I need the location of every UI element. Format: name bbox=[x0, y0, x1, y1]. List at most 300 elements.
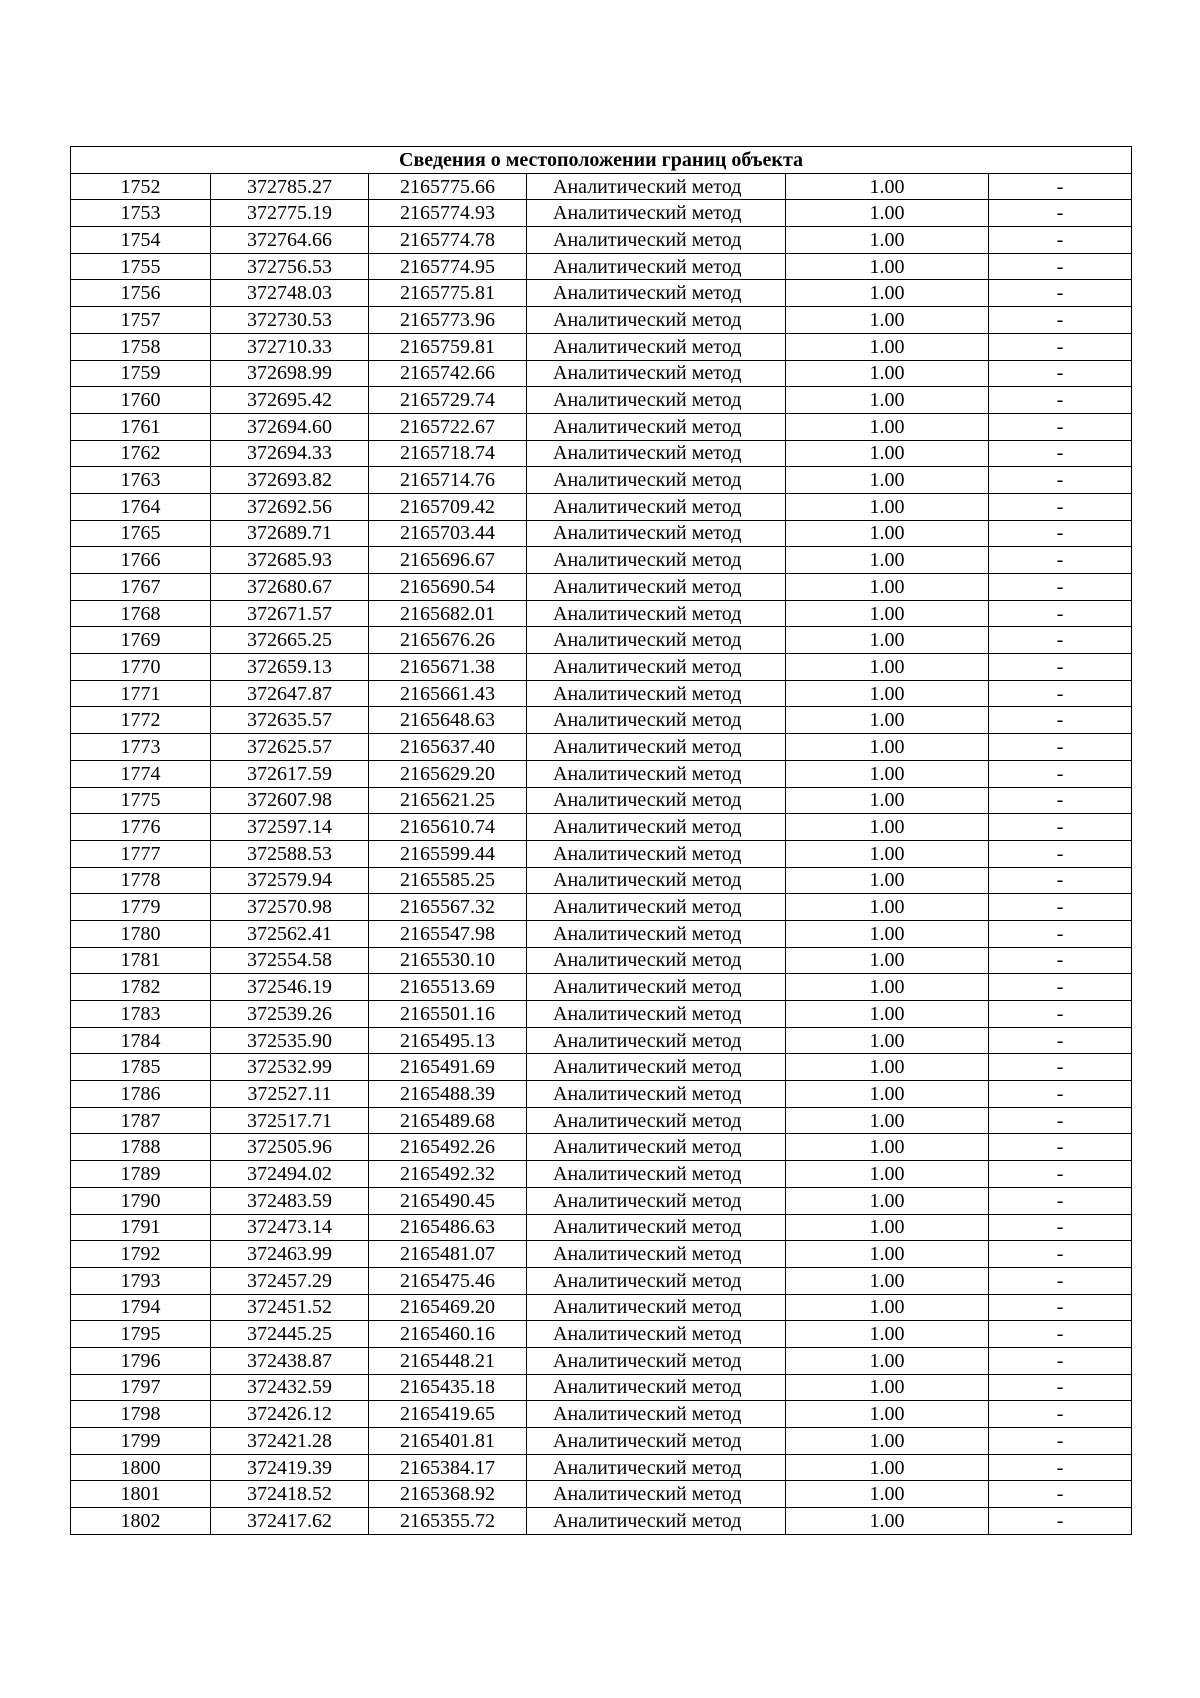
table-row bbox=[71, 707, 1132, 734]
table-row bbox=[71, 654, 1132, 681]
x-coordinate-cell: 372748.03 bbox=[211, 280, 369, 307]
point-number-cell: 1796 bbox=[71, 1347, 211, 1374]
y-coordinate-cell: 2165547.98 bbox=[369, 920, 527, 947]
point-number-cell: 1793 bbox=[71, 1267, 211, 1294]
method-cell: Аналитический метод bbox=[527, 1374, 786, 1401]
x-coordinate-cell: 372546.19 bbox=[211, 974, 369, 1001]
x-coordinate-cell: 372421.28 bbox=[211, 1428, 369, 1455]
description-cell: - bbox=[989, 1107, 1132, 1134]
accuracy-cell: 1.00 bbox=[786, 333, 989, 360]
x-coordinate-cell: 372535.90 bbox=[211, 1027, 369, 1054]
y-coordinate-cell: 2165460.16 bbox=[369, 1321, 527, 1348]
description-cell: - bbox=[989, 520, 1132, 547]
point-number-cell: 1791 bbox=[71, 1214, 211, 1241]
description-cell: - bbox=[989, 1214, 1132, 1241]
table-row bbox=[71, 1214, 1132, 1241]
table-row bbox=[71, 814, 1132, 841]
accuracy-cell: 1.00 bbox=[786, 547, 989, 574]
y-coordinate-cell: 2165530.10 bbox=[369, 947, 527, 974]
x-coordinate-cell: 372463.99 bbox=[211, 1241, 369, 1268]
table-row bbox=[71, 360, 1132, 387]
table-row bbox=[71, 547, 1132, 574]
x-coordinate-cell: 372451.52 bbox=[211, 1294, 369, 1321]
accuracy-cell: 1.00 bbox=[786, 467, 989, 494]
table-row bbox=[71, 333, 1132, 360]
accuracy-cell: 1.00 bbox=[786, 307, 989, 334]
accuracy-cell: 1.00 bbox=[786, 1454, 989, 1481]
point-number-cell: 1770 bbox=[71, 654, 211, 681]
table-row bbox=[71, 1267, 1132, 1294]
accuracy-cell: 1.00 bbox=[786, 360, 989, 387]
table-row bbox=[71, 760, 1132, 787]
point-number-cell: 1768 bbox=[71, 600, 211, 627]
table-row bbox=[71, 734, 1132, 761]
description-cell: - bbox=[989, 1481, 1132, 1508]
method-cell: Аналитический метод bbox=[527, 600, 786, 627]
point-number-cell: 1775 bbox=[71, 787, 211, 814]
x-coordinate-cell: 372579.94 bbox=[211, 867, 369, 894]
method-cell: Аналитический метод bbox=[527, 227, 786, 254]
point-number-cell: 1769 bbox=[71, 627, 211, 654]
description-cell: - bbox=[989, 360, 1132, 387]
accuracy-cell: 1.00 bbox=[786, 787, 989, 814]
accuracy-cell: 1.00 bbox=[786, 1001, 989, 1028]
method-cell: Аналитический метод bbox=[527, 1481, 786, 1508]
table-row bbox=[71, 520, 1132, 547]
accuracy-cell: 1.00 bbox=[786, 867, 989, 894]
method-cell: Аналитический метод bbox=[527, 467, 786, 494]
table-row bbox=[71, 680, 1132, 707]
point-number-cell: 1771 bbox=[71, 680, 211, 707]
method-cell: Аналитический метод bbox=[527, 840, 786, 867]
accuracy-cell: 1.00 bbox=[786, 574, 989, 601]
method-cell: Аналитический метод bbox=[527, 1081, 786, 1108]
x-coordinate-cell: 372693.82 bbox=[211, 467, 369, 494]
method-cell: Аналитический метод bbox=[527, 1187, 786, 1214]
method-cell: Аналитический метод bbox=[527, 974, 786, 1001]
description-cell: - bbox=[989, 1081, 1132, 1108]
description-cell: - bbox=[989, 654, 1132, 681]
point-number-cell: 1767 bbox=[71, 574, 211, 601]
method-cell: Аналитический метод bbox=[527, 947, 786, 974]
y-coordinate-cell: 2165475.46 bbox=[369, 1267, 527, 1294]
table-row bbox=[71, 787, 1132, 814]
x-coordinate-cell: 372457.29 bbox=[211, 1267, 369, 1294]
description-cell: - bbox=[989, 1374, 1132, 1401]
accuracy-cell: 1.00 bbox=[786, 1214, 989, 1241]
table-row bbox=[71, 600, 1132, 627]
y-coordinate-cell: 2165489.68 bbox=[369, 1107, 527, 1134]
point-number-cell: 1754 bbox=[71, 227, 211, 254]
method-cell: Аналитический метод bbox=[527, 894, 786, 921]
y-coordinate-cell: 2165682.01 bbox=[369, 600, 527, 627]
x-coordinate-cell: 372665.25 bbox=[211, 627, 369, 654]
x-coordinate-cell: 372532.99 bbox=[211, 1054, 369, 1081]
point-number-cell: 1776 bbox=[71, 814, 211, 841]
accuracy-cell: 1.00 bbox=[786, 1187, 989, 1214]
table-row bbox=[71, 413, 1132, 440]
x-coordinate-cell: 372505.96 bbox=[211, 1134, 369, 1161]
point-number-cell: 1772 bbox=[71, 707, 211, 734]
point-number-cell: 1752 bbox=[71, 173, 211, 200]
x-coordinate-cell: 372694.60 bbox=[211, 413, 369, 440]
accuracy-cell: 1.00 bbox=[786, 974, 989, 1001]
table-row bbox=[71, 574, 1132, 601]
method-cell: Аналитический метод bbox=[527, 280, 786, 307]
y-coordinate-cell: 2165481.07 bbox=[369, 1241, 527, 1268]
method-cell: Аналитический метод bbox=[527, 1294, 786, 1321]
accuracy-cell: 1.00 bbox=[786, 760, 989, 787]
y-coordinate-cell: 2165488.39 bbox=[369, 1081, 527, 1108]
method-cell: Аналитический метод bbox=[527, 1161, 786, 1188]
y-coordinate-cell: 2165773.96 bbox=[369, 307, 527, 334]
method-cell: Аналитический метод bbox=[527, 734, 786, 761]
accuracy-cell: 1.00 bbox=[786, 227, 989, 254]
table-row bbox=[71, 493, 1132, 520]
description-cell: - bbox=[989, 200, 1132, 227]
description-cell: - bbox=[989, 974, 1132, 1001]
description-cell: - bbox=[989, 307, 1132, 334]
x-coordinate-cell: 372418.52 bbox=[211, 1481, 369, 1508]
y-coordinate-cell: 2165368.92 bbox=[369, 1481, 527, 1508]
y-coordinate-cell: 2165629.20 bbox=[369, 760, 527, 787]
x-coordinate-cell: 372597.14 bbox=[211, 814, 369, 841]
x-coordinate-cell: 372692.56 bbox=[211, 493, 369, 520]
method-cell: Аналитический метод bbox=[527, 1267, 786, 1294]
method-cell: Аналитический метод bbox=[527, 1241, 786, 1268]
point-number-cell: 1794 bbox=[71, 1294, 211, 1321]
y-coordinate-cell: 2165401.81 bbox=[369, 1428, 527, 1455]
description-cell: - bbox=[989, 787, 1132, 814]
x-coordinate-cell: 372517.71 bbox=[211, 1107, 369, 1134]
table-body bbox=[71, 173, 1132, 1534]
point-number-cell: 1777 bbox=[71, 840, 211, 867]
description-cell: - bbox=[989, 413, 1132, 440]
accuracy-cell: 1.00 bbox=[786, 814, 989, 841]
accuracy-cell: 1.00 bbox=[786, 173, 989, 200]
table-row bbox=[71, 1401, 1132, 1428]
y-coordinate-cell: 2165435.18 bbox=[369, 1374, 527, 1401]
x-coordinate-cell: 372785.27 bbox=[211, 173, 369, 200]
description-cell: - bbox=[989, 1134, 1132, 1161]
table-row bbox=[71, 1294, 1132, 1321]
method-cell: Аналитический метод bbox=[527, 1454, 786, 1481]
y-coordinate-cell: 2165384.17 bbox=[369, 1454, 527, 1481]
table-row bbox=[71, 467, 1132, 494]
table-title-row bbox=[71, 147, 1132, 174]
description-cell: - bbox=[989, 1161, 1132, 1188]
y-coordinate-cell: 2165722.67 bbox=[369, 413, 527, 440]
accuracy-cell: 1.00 bbox=[786, 440, 989, 467]
method-cell: Аналитический метод bbox=[527, 307, 786, 334]
accuracy-cell: 1.00 bbox=[786, 493, 989, 520]
table-row bbox=[71, 627, 1132, 654]
x-coordinate-cell: 372417.62 bbox=[211, 1508, 369, 1535]
description-cell: - bbox=[989, 600, 1132, 627]
description-cell: - bbox=[989, 867, 1132, 894]
point-number-cell: 1779 bbox=[71, 894, 211, 921]
accuracy-cell: 1.00 bbox=[786, 920, 989, 947]
y-coordinate-cell: 2165637.40 bbox=[369, 734, 527, 761]
x-coordinate-cell: 372647.87 bbox=[211, 680, 369, 707]
description-cell: - bbox=[989, 1187, 1132, 1214]
table-row bbox=[71, 1081, 1132, 1108]
y-coordinate-cell: 2165567.32 bbox=[369, 894, 527, 921]
description-cell: - bbox=[989, 1321, 1132, 1348]
table-row bbox=[71, 440, 1132, 467]
method-cell: Аналитический метод bbox=[527, 574, 786, 601]
x-coordinate-cell: 372730.53 bbox=[211, 307, 369, 334]
point-number-cell: 1787 bbox=[71, 1107, 211, 1134]
y-coordinate-cell: 2165486.63 bbox=[369, 1214, 527, 1241]
accuracy-cell: 1.00 bbox=[786, 1401, 989, 1428]
accuracy-cell: 1.00 bbox=[786, 654, 989, 681]
x-coordinate-cell: 372588.53 bbox=[211, 840, 369, 867]
table-row bbox=[71, 1508, 1132, 1535]
method-cell: Аналитический метод bbox=[527, 1401, 786, 1428]
y-coordinate-cell: 2165718.74 bbox=[369, 440, 527, 467]
table-row bbox=[71, 1321, 1132, 1348]
method-cell: Аналитический метод bbox=[527, 1428, 786, 1455]
point-number-cell: 1798 bbox=[71, 1401, 211, 1428]
table-row bbox=[71, 253, 1132, 280]
table-row bbox=[71, 1374, 1132, 1401]
accuracy-cell: 1.00 bbox=[786, 1374, 989, 1401]
y-coordinate-cell: 2165759.81 bbox=[369, 333, 527, 360]
accuracy-cell: 1.00 bbox=[786, 1161, 989, 1188]
x-coordinate-cell: 372680.67 bbox=[211, 574, 369, 601]
table-row bbox=[71, 1187, 1132, 1214]
table-row bbox=[71, 307, 1132, 334]
accuracy-cell: 1.00 bbox=[786, 520, 989, 547]
table-title: Сведения о местоположении границ объекта bbox=[71, 147, 1132, 174]
point-number-cell: 1761 bbox=[71, 413, 211, 440]
description-cell: - bbox=[989, 920, 1132, 947]
description-cell: - bbox=[989, 1294, 1132, 1321]
accuracy-cell: 1.00 bbox=[786, 734, 989, 761]
x-coordinate-cell: 372671.57 bbox=[211, 600, 369, 627]
table-row bbox=[71, 1347, 1132, 1374]
point-number-cell: 1802 bbox=[71, 1508, 211, 1535]
accuracy-cell: 1.00 bbox=[786, 1107, 989, 1134]
method-cell: Аналитический метод bbox=[527, 333, 786, 360]
y-coordinate-cell: 2165495.13 bbox=[369, 1027, 527, 1054]
point-number-cell: 1766 bbox=[71, 547, 211, 574]
method-cell: Аналитический метод bbox=[527, 547, 786, 574]
point-number-cell: 1778 bbox=[71, 867, 211, 894]
x-coordinate-cell: 372625.57 bbox=[211, 734, 369, 761]
y-coordinate-cell: 2165492.32 bbox=[369, 1161, 527, 1188]
y-coordinate-cell: 2165696.67 bbox=[369, 547, 527, 574]
description-cell: - bbox=[989, 467, 1132, 494]
table-row bbox=[71, 1107, 1132, 1134]
x-coordinate-cell: 372694.33 bbox=[211, 440, 369, 467]
table-row bbox=[71, 1481, 1132, 1508]
description-cell: - bbox=[989, 814, 1132, 841]
description-cell: - bbox=[989, 760, 1132, 787]
accuracy-cell: 1.00 bbox=[786, 707, 989, 734]
description-cell: - bbox=[989, 440, 1132, 467]
x-coordinate-cell: 372473.14 bbox=[211, 1214, 369, 1241]
point-number-cell: 1762 bbox=[71, 440, 211, 467]
y-coordinate-cell: 2165419.65 bbox=[369, 1401, 527, 1428]
x-coordinate-cell: 372756.53 bbox=[211, 253, 369, 280]
y-coordinate-cell: 2165599.44 bbox=[369, 840, 527, 867]
description-cell: - bbox=[989, 333, 1132, 360]
description-cell: - bbox=[989, 493, 1132, 520]
point-number-cell: 1788 bbox=[71, 1134, 211, 1161]
accuracy-cell: 1.00 bbox=[786, 600, 989, 627]
y-coordinate-cell: 2165671.38 bbox=[369, 654, 527, 681]
method-cell: Аналитический метод bbox=[527, 760, 786, 787]
table-row bbox=[71, 974, 1132, 1001]
table-row bbox=[71, 894, 1132, 921]
description-cell: - bbox=[989, 1054, 1132, 1081]
y-coordinate-cell: 2165729.74 bbox=[369, 387, 527, 414]
accuracy-cell: 1.00 bbox=[786, 1428, 989, 1455]
description-cell: - bbox=[989, 1454, 1132, 1481]
y-coordinate-cell: 2165448.21 bbox=[369, 1347, 527, 1374]
y-coordinate-cell: 2165621.25 bbox=[369, 787, 527, 814]
table-row bbox=[71, 200, 1132, 227]
point-number-cell: 1800 bbox=[71, 1454, 211, 1481]
y-coordinate-cell: 2165491.69 bbox=[369, 1054, 527, 1081]
method-cell: Аналитический метод bbox=[527, 520, 786, 547]
table-row bbox=[71, 1001, 1132, 1028]
x-coordinate-cell: 372419.39 bbox=[211, 1454, 369, 1481]
accuracy-cell: 1.00 bbox=[786, 1241, 989, 1268]
accuracy-cell: 1.00 bbox=[786, 1054, 989, 1081]
table-row bbox=[71, 387, 1132, 414]
table-row bbox=[71, 1428, 1132, 1455]
y-coordinate-cell: 2165714.76 bbox=[369, 467, 527, 494]
method-cell: Аналитический метод bbox=[527, 814, 786, 841]
x-coordinate-cell: 372438.87 bbox=[211, 1347, 369, 1374]
x-coordinate-cell: 372698.99 bbox=[211, 360, 369, 387]
method-cell: Аналитический метод bbox=[527, 1054, 786, 1081]
method-cell: Аналитический метод bbox=[527, 627, 786, 654]
point-number-cell: 1790 bbox=[71, 1187, 211, 1214]
description-cell: - bbox=[989, 947, 1132, 974]
description-cell: - bbox=[989, 1428, 1132, 1455]
point-number-cell: 1756 bbox=[71, 280, 211, 307]
method-cell: Аналитический метод bbox=[527, 1508, 786, 1535]
description-cell: - bbox=[989, 680, 1132, 707]
accuracy-cell: 1.00 bbox=[786, 387, 989, 414]
y-coordinate-cell: 2165355.72 bbox=[369, 1508, 527, 1535]
accuracy-cell: 1.00 bbox=[786, 253, 989, 280]
method-cell: Аналитический метод bbox=[527, 1107, 786, 1134]
method-cell: Аналитический метод bbox=[527, 707, 786, 734]
point-number-cell: 1782 bbox=[71, 974, 211, 1001]
method-cell: Аналитический метод bbox=[527, 787, 786, 814]
accuracy-cell: 1.00 bbox=[786, 627, 989, 654]
x-coordinate-cell: 372483.59 bbox=[211, 1187, 369, 1214]
accuracy-cell: 1.00 bbox=[786, 1134, 989, 1161]
point-number-cell: 1781 bbox=[71, 947, 211, 974]
point-number-cell: 1764 bbox=[71, 493, 211, 520]
y-coordinate-cell: 2165610.74 bbox=[369, 814, 527, 841]
method-cell: Аналитический метод bbox=[527, 440, 786, 467]
method-cell: Аналитический метод bbox=[527, 200, 786, 227]
y-coordinate-cell: 2165775.81 bbox=[369, 280, 527, 307]
y-coordinate-cell: 2165469.20 bbox=[369, 1294, 527, 1321]
description-cell: - bbox=[989, 627, 1132, 654]
y-coordinate-cell: 2165774.78 bbox=[369, 227, 527, 254]
x-coordinate-cell: 372685.93 bbox=[211, 547, 369, 574]
description-cell: - bbox=[989, 1508, 1132, 1535]
x-coordinate-cell: 372695.42 bbox=[211, 387, 369, 414]
table-row bbox=[71, 867, 1132, 894]
point-number-cell: 1795 bbox=[71, 1321, 211, 1348]
y-coordinate-cell: 2165513.69 bbox=[369, 974, 527, 1001]
x-coordinate-cell: 372764.66 bbox=[211, 227, 369, 254]
point-number-cell: 1789 bbox=[71, 1161, 211, 1188]
point-number-cell: 1784 bbox=[71, 1027, 211, 1054]
table-row bbox=[71, 840, 1132, 867]
point-number-cell: 1760 bbox=[71, 387, 211, 414]
x-coordinate-cell: 372710.33 bbox=[211, 333, 369, 360]
accuracy-cell: 1.00 bbox=[786, 947, 989, 974]
description-cell: - bbox=[989, 1241, 1132, 1268]
y-coordinate-cell: 2165661.43 bbox=[369, 680, 527, 707]
accuracy-cell: 1.00 bbox=[786, 1081, 989, 1108]
method-cell: Аналитический метод bbox=[527, 867, 786, 894]
method-cell: Аналитический метод bbox=[527, 680, 786, 707]
description-cell: - bbox=[989, 840, 1132, 867]
description-cell: - bbox=[989, 227, 1132, 254]
description-cell: - bbox=[989, 387, 1132, 414]
x-coordinate-cell: 372689.71 bbox=[211, 520, 369, 547]
table-row bbox=[71, 947, 1132, 974]
point-number-cell: 1792 bbox=[71, 1241, 211, 1268]
description-cell: - bbox=[989, 1001, 1132, 1028]
description-cell: - bbox=[989, 1027, 1132, 1054]
description-cell: - bbox=[989, 1347, 1132, 1374]
description-cell: - bbox=[989, 894, 1132, 921]
method-cell: Аналитический метод bbox=[527, 1347, 786, 1374]
x-coordinate-cell: 372539.26 bbox=[211, 1001, 369, 1028]
description-cell: - bbox=[989, 734, 1132, 761]
y-coordinate-cell: 2165501.16 bbox=[369, 1001, 527, 1028]
point-number-cell: 1774 bbox=[71, 760, 211, 787]
method-cell: Аналитический метод bbox=[527, 1214, 786, 1241]
point-number-cell: 1765 bbox=[71, 520, 211, 547]
method-cell: Аналитический метод bbox=[527, 654, 786, 681]
accuracy-cell: 1.00 bbox=[786, 200, 989, 227]
x-coordinate-cell: 372659.13 bbox=[211, 654, 369, 681]
description-cell: - bbox=[989, 1401, 1132, 1428]
method-cell: Аналитический метод bbox=[527, 1001, 786, 1028]
method-cell: Аналитический метод bbox=[527, 1321, 786, 1348]
x-coordinate-cell: 372426.12 bbox=[211, 1401, 369, 1428]
point-number-cell: 1757 bbox=[71, 307, 211, 334]
x-coordinate-cell: 372570.98 bbox=[211, 894, 369, 921]
point-number-cell: 1785 bbox=[71, 1054, 211, 1081]
y-coordinate-cell: 2165676.26 bbox=[369, 627, 527, 654]
point-number-cell: 1759 bbox=[71, 360, 211, 387]
x-coordinate-cell: 372494.02 bbox=[211, 1161, 369, 1188]
x-coordinate-cell: 372635.57 bbox=[211, 707, 369, 734]
method-cell: Аналитический метод bbox=[527, 360, 786, 387]
point-number-cell: 1763 bbox=[71, 467, 211, 494]
x-coordinate-cell: 372554.58 bbox=[211, 947, 369, 974]
y-coordinate-cell: 2165775.66 bbox=[369, 173, 527, 200]
table-row bbox=[71, 1027, 1132, 1054]
description-cell: - bbox=[989, 173, 1132, 200]
description-cell: - bbox=[989, 547, 1132, 574]
accuracy-cell: 1.00 bbox=[786, 840, 989, 867]
